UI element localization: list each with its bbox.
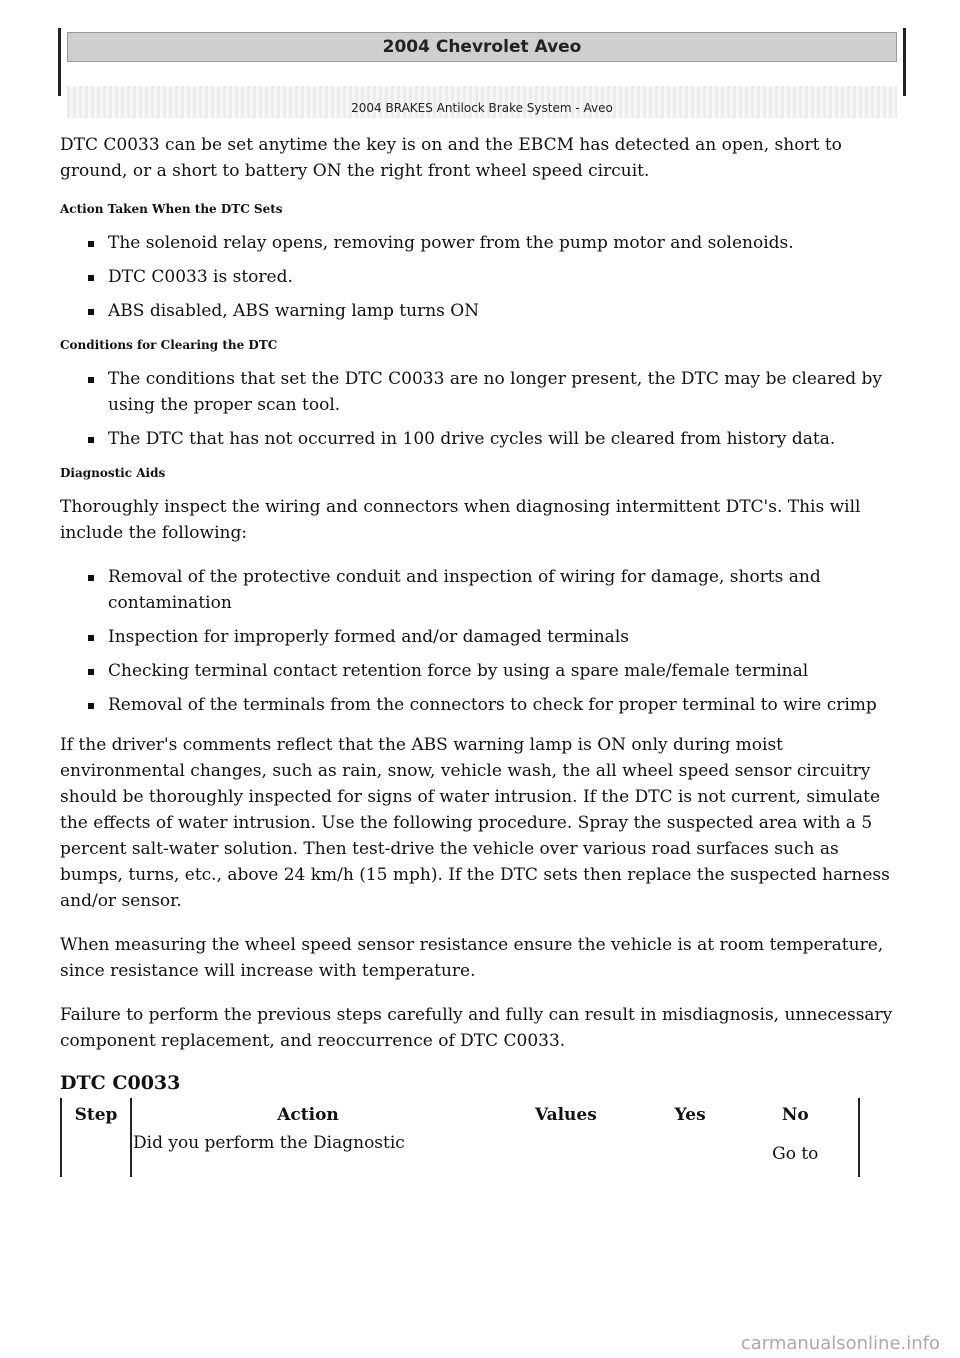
column-header-yes: Yes: [674, 1105, 706, 1125]
list-item: Removal of the terminals from the connectors to check for proper terminal to wire crimp: [108, 692, 906, 718]
column-header-step: Step: [61, 1098, 131, 1132]
list-item: The conditions that set the DTC C0033 are no longer present, the DTC may be cleared by using the proper scan tool.: [108, 366, 906, 418]
document-body: [60, 132, 906, 1177]
header-subtitle: 2004 BRAKES Antilock Brake System - Aveo: [67, 86, 897, 118]
yes-cell: [648, 1132, 733, 1177]
column-header-action: Action: [277, 1105, 339, 1125]
clearing-list: [60, 366, 906, 452]
list-item: The solenoid relay opens, removing power from the pump motor and solenoids.: [108, 230, 906, 256]
list-item: The DTC that has not occurred in 100 drive cycles will be cleared from history data.: [108, 426, 906, 452]
intro-paragraph: DTC C0033 can be set anytime the key is on and the EBCM has detected an open, short to ground, or a short to battery ON the right front wheel speed circuit.: [60, 135, 842, 181]
action-heading: Action Taken When the DTC Sets: [60, 202, 283, 216]
list-item: DTC C0033 is stored.: [108, 264, 906, 290]
header-title: 2004 Chevrolet Aveo: [67, 32, 897, 62]
table-label: DTC C0033: [60, 1072, 181, 1094]
list-item: Checking terminal contact retention force by using a spare male/female terminal: [108, 658, 906, 684]
table-header-row: [61, 1098, 859, 1132]
table-row: [61, 1132, 859, 1177]
list-item: ABS disabled, ABS warning lamp turns ON: [108, 298, 906, 324]
aids-intro: Thoroughly inspect the wiring and connectors when diagnosing intermittent DTC's. This will include the following:: [60, 497, 861, 543]
clearing-heading: Conditions for Clearing the DTC: [60, 338, 278, 352]
list-item: Removal of the protective conduit and inspection of wiring for damage, shorts and contamination: [108, 564, 906, 616]
list-item: Inspection for improperly formed and/or damaged terminals: [108, 624, 906, 650]
diagnostic-table: [60, 1098, 860, 1177]
no-cell: Go to: [772, 1144, 819, 1164]
watermark: carmanualsonline.info: [740, 1333, 940, 1354]
failure-paragraph: Failure to perform the previous steps carefully and fully can result in misdiagnosis, unnecessary component replacement, and reoccurrence of DTC C0033.: [60, 1005, 893, 1051]
step-cell: [61, 1132, 131, 1177]
column-header-values: Values: [534, 1105, 597, 1125]
resistance-paragraph: When measuring the wheel speed sensor resistance ensure the vehicle is at room temperature, since resistance will increase with temperature.: [60, 935, 884, 981]
aids-list: [60, 564, 906, 718]
values-cell: [484, 1132, 648, 1177]
water-intrusion-paragraph: If the driver's comments reflect that the ABS warning lamp is ON only during moist environmental changes, such as rain, snow, vehicle wash, the all wheel speed sensor circuitry should be thoroughly inspected for signs of water intrusion. If the DTC is not current, simulate the effects of water intrusion. Use the following procedure. Spray the suspected area with a 5 percent salt-water solution. Then test-drive the vehicle over various road surfaces such as bumps, turns, etc., above 24 km/h (15 mph). If the DTC sets then replace the suspected harness and/or sensor.: [60, 735, 890, 911]
document-header: [58, 28, 906, 115]
column-header-no: No: [781, 1105, 809, 1125]
action-list: [60, 230, 906, 324]
diagnostic-aids-heading: Diagnostic Aids: [60, 466, 166, 480]
action-cell: Did you perform the Diagnostic: [133, 1133, 405, 1153]
